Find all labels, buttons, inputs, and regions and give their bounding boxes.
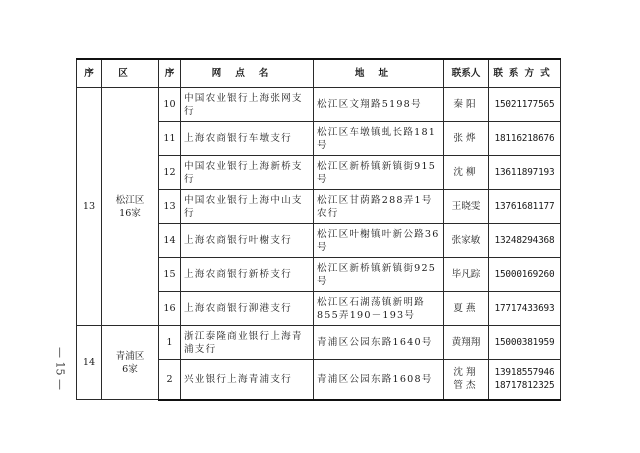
district-count: 16家	[119, 207, 141, 219]
page-number: — 15 —	[53, 346, 67, 390]
contact-person-1: 沈翔	[453, 367, 479, 379]
branch-name: 浙江泰隆商业银行上海青浦支行	[181, 326, 314, 360]
contact-person: 毕凡踪	[444, 258, 489, 292]
branch-name: 上海农商银行新桥支行	[181, 258, 314, 292]
branch-name: 上海农商银行泖港支行	[181, 292, 314, 326]
table-row	[77, 326, 561, 360]
header-address: 地址	[314, 59, 444, 88]
branch-name: 兴业银行上海青浦支行	[181, 360, 314, 400]
contact-phone: 17717433693	[489, 292, 561, 326]
contact-person: 夏燕	[444, 292, 489, 326]
header-sub-seq: 序	[159, 59, 181, 88]
row-number: 15	[159, 258, 181, 292]
contact-phone: 18116218676	[489, 122, 561, 156]
header-contact: 联系人	[444, 59, 489, 88]
branch-address: 青浦区公园东路1608号	[314, 360, 444, 400]
branch-name: 中国农业银行上海中山支行	[181, 190, 314, 224]
contact-phone: 13611897193	[489, 156, 561, 190]
branch-address: 青浦区公园东路1640号	[314, 326, 444, 360]
district-cell	[102, 326, 159, 400]
branch-name: 上海农商银行车墩支行	[181, 122, 314, 156]
table-header-row	[77, 59, 561, 88]
contact-phone: 13248294368	[489, 224, 561, 258]
contact-phone: 15000381959	[489, 326, 561, 360]
district-cell	[102, 88, 159, 326]
branch-table	[76, 58, 561, 401]
district-name: 青浦区	[115, 350, 145, 362]
header-district: 区	[102, 59, 159, 88]
branch-name: 上海农商银行叶榭支行	[181, 224, 314, 258]
table-row	[77, 88, 561, 122]
row-number: 12	[159, 156, 181, 190]
district-name: 松江区	[115, 194, 145, 206]
contact-phone	[489, 360, 561, 400]
row-number: 2	[159, 360, 181, 400]
district-count: 6家	[122, 363, 138, 375]
contact-phone-2: 18717812325	[494, 380, 555, 392]
branch-address: 松江区新桥镇新镇街915号	[314, 156, 444, 190]
group-number: 13	[77, 88, 102, 326]
contact-phone: 15000169260	[489, 258, 561, 292]
branch-address: 松江区车墩镇虬长路181号	[314, 122, 444, 156]
row-number: 13	[159, 190, 181, 224]
contact-phone: 13761681177	[489, 190, 561, 224]
branch-address: 松江区石湖荡镇新明路855弄190－193号	[314, 292, 444, 326]
contact-person	[444, 360, 489, 400]
contact-person: 王晓雯	[444, 190, 489, 224]
row-number: 11	[159, 122, 181, 156]
contact-person: 秦阳	[444, 88, 489, 122]
branch-name: 中国农业银行上海新桥支行	[181, 156, 314, 190]
contact-person: 张烨	[444, 122, 489, 156]
contact-person: 黄翔翔	[444, 326, 489, 360]
contact-phone-1: 13918557946	[494, 367, 555, 379]
contact-person: 沈柳	[444, 156, 489, 190]
branch-name: 中国农业银行上海张网支行	[181, 88, 314, 122]
contact-phone: 15021177565	[489, 88, 561, 122]
branch-address: 松江区叶榭镇叶新公路36号	[314, 224, 444, 258]
header-phone: 联系方式	[489, 59, 561, 88]
header-branch-name: 网点名	[181, 59, 314, 88]
row-number: 14	[159, 224, 181, 258]
branch-address: 松江区甘荫路288弄1号农行	[314, 190, 444, 224]
contact-person-2: 管杰	[453, 380, 479, 392]
branch-address: 松江区文翔路5198号	[314, 88, 444, 122]
row-number: 10	[159, 88, 181, 122]
contact-person: 张家敏	[444, 224, 489, 258]
group-number: 14	[77, 326, 102, 400]
header-seq: 序	[77, 59, 102, 88]
row-number: 16	[159, 292, 181, 326]
row-number: 1	[159, 326, 181, 360]
branch-address: 松江区新桥镇新镇街925号	[314, 258, 444, 292]
